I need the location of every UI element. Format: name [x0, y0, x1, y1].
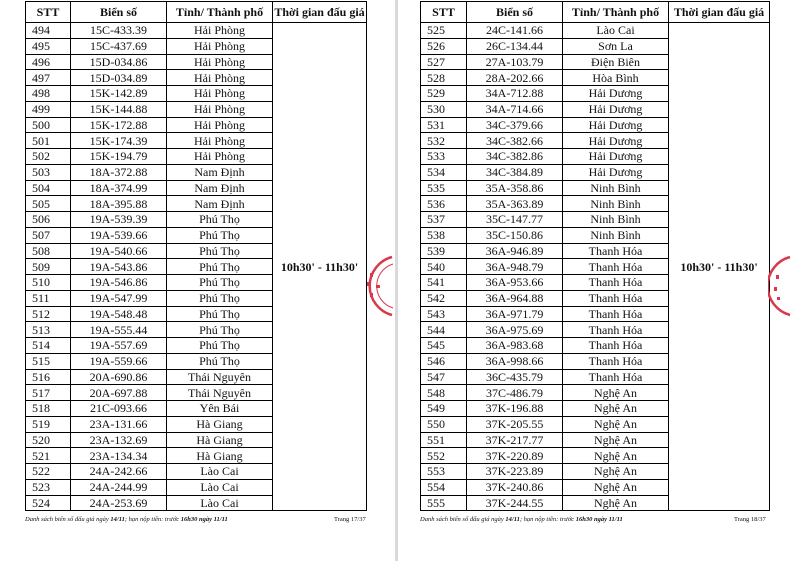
province-cell: Ninh Bình [563, 180, 669, 196]
plate-cell: 20A-690.86 [71, 369, 167, 385]
plate-cell: 24A-244.99 [71, 479, 167, 495]
plate-cell: 34A-712.88 [467, 86, 563, 102]
plate-cell: 28A-202.66 [467, 70, 563, 86]
plate-cell: 19A-555.44 [71, 322, 167, 338]
stt-cell: 536 [421, 196, 467, 212]
stt-cell: 529 [421, 86, 467, 102]
stt-cell: 494 [26, 23, 71, 39]
plate-cell: 27A-103.79 [467, 54, 563, 70]
plate-cell: 36A-975.69 [467, 322, 563, 338]
province-cell: Thanh Hóa [563, 243, 669, 259]
province-cell: Thanh Hóa [563, 338, 669, 354]
province-cell: Ninh Bình [563, 227, 669, 243]
stt-cell: 547 [421, 369, 467, 385]
stt-cell: 512 [26, 306, 71, 322]
stt-cell: 535 [421, 180, 467, 196]
stt-cell: 540 [421, 259, 467, 275]
stt-cell: 499 [26, 101, 71, 117]
province-cell: Lào Cai [167, 464, 273, 480]
plate-cell: 37K-240.86 [467, 479, 563, 495]
stt-cell: 515 [26, 353, 71, 369]
plate-cell: 24A-242.66 [71, 464, 167, 480]
plate-cell: 34C-384.89 [467, 164, 563, 180]
plate-cell: 37K-244.55 [467, 495, 563, 511]
plate-cell: 35A-358.86 [467, 180, 563, 196]
stt-cell: 524 [26, 495, 71, 511]
province-cell: Nghệ An [563, 416, 669, 432]
header-province: Tỉnh/ Thành phố [167, 2, 273, 23]
stt-cell: 522 [26, 464, 71, 480]
plate-cell: 23A-131.66 [71, 416, 167, 432]
stt-cell: 525 [421, 23, 467, 39]
province-cell: Phú Thọ [167, 353, 273, 369]
province-cell: Phú Thọ [167, 322, 273, 338]
province-cell: Nghệ An [563, 464, 669, 480]
plate-cell: 15D-034.86 [71, 54, 167, 70]
stt-cell: 517 [26, 385, 71, 401]
stt-cell: 508 [26, 243, 71, 259]
province-cell: Phú Thọ [167, 227, 273, 243]
province-cell: Phú Thọ [167, 338, 273, 354]
stt-cell: 504 [26, 180, 71, 196]
footer-note-left: Danh sách biển số đấu giá ngày 14/11; hạn nộp tiền: trước 16h30 ngày 11/11 [25, 516, 228, 523]
plate-cell: 36A-946.89 [467, 243, 563, 259]
plate-cell: 36A-964.88 [467, 290, 563, 306]
stt-cell: 554 [421, 479, 467, 495]
province-cell: Nghệ An [563, 385, 669, 401]
province-cell: Lào Cai [563, 23, 669, 39]
stt-cell: 518 [26, 401, 71, 417]
stt-cell: 520 [26, 432, 71, 448]
stt-cell: 537 [421, 212, 467, 228]
province-cell: Điện Biên [563, 54, 669, 70]
province-cell: Hải Phòng [167, 86, 273, 102]
province-cell: Thanh Hóa [563, 353, 669, 369]
page-left [0, 0, 395, 561]
page-number-left: Trang 17/37 [334, 516, 366, 523]
plate-cell: 15K-174.39 [71, 133, 167, 149]
plate-cell: 15D-034.89 [71, 70, 167, 86]
stt-cell: 555 [421, 495, 467, 511]
plate-cell: 15K-144.88 [71, 101, 167, 117]
province-cell: Nam Định [167, 164, 273, 180]
province-cell: Thanh Hóa [563, 369, 669, 385]
page-number-right: Trang 18/37 [734, 516, 766, 523]
province-cell: Nam Định [167, 180, 273, 196]
stt-cell: 527 [421, 54, 467, 70]
province-cell: Phú Thọ [167, 290, 273, 306]
province-cell: Hải Phòng [167, 117, 273, 133]
province-cell: Hải Phòng [167, 38, 273, 54]
table-body-left [26, 23, 367, 511]
plate-cell: 36A-971.79 [467, 306, 563, 322]
province-cell: Hòa Bình [563, 70, 669, 86]
plate-cell: 15K-142.89 [71, 86, 167, 102]
plate-cell: 20A-697.88 [71, 385, 167, 401]
plate-cell: 36A-948.79 [467, 259, 563, 275]
province-cell: Sơn La [563, 38, 669, 54]
stt-cell: 552 [421, 448, 467, 464]
auction-time-cell: 10h30' - 11h30' [273, 23, 367, 511]
stt-cell: 526 [421, 38, 467, 54]
plate-cell: 34C-382.86 [467, 149, 563, 165]
stt-cell: 534 [421, 164, 467, 180]
stt-cell: 519 [26, 416, 71, 432]
stt-cell: 528 [421, 70, 467, 86]
plate-cell: 19A-547.99 [71, 290, 167, 306]
stt-cell: 514 [26, 338, 71, 354]
province-cell: Phú Thọ [167, 306, 273, 322]
province-cell: Phú Thọ [167, 275, 273, 291]
stt-cell: 502 [26, 149, 71, 165]
red-stamp-seal [768, 255, 792, 317]
province-cell: Phú Thọ [167, 212, 273, 228]
plate-table-left [25, 1, 367, 511]
province-cell: Thanh Hóa [563, 322, 669, 338]
stt-cell: 505 [26, 196, 71, 212]
table-row [26, 23, 367, 39]
stt-cell: 532 [421, 133, 467, 149]
province-cell: Thanh Hóa [563, 275, 669, 291]
plate-cell: 35C-150.86 [467, 227, 563, 243]
stt-cell: 531 [421, 117, 467, 133]
plate-cell: 37K-205.55 [467, 416, 563, 432]
stt-cell: 503 [26, 164, 71, 180]
header-plate: Biển số [71, 2, 167, 23]
province-cell: Nghệ An [563, 448, 669, 464]
province-cell: Hải Dương [563, 101, 669, 117]
stt-cell: 509 [26, 259, 71, 275]
province-cell: Hải Dương [563, 164, 669, 180]
auction-time-cell: 10h30' - 11h30' [669, 23, 770, 511]
stt-cell: 501 [26, 133, 71, 149]
stt-cell: 507 [26, 227, 71, 243]
header-stt: STT [26, 2, 71, 23]
table-header-row [26, 2, 367, 23]
plate-cell: 19A-539.66 [71, 227, 167, 243]
province-cell: Nghệ An [563, 479, 669, 495]
stt-cell: 551 [421, 432, 467, 448]
stt-cell: 538 [421, 227, 467, 243]
plate-cell: 37K-196.88 [467, 401, 563, 417]
stt-cell: 506 [26, 212, 71, 228]
province-cell: Phú Thọ [167, 243, 273, 259]
province-cell: Thanh Hóa [563, 290, 669, 306]
plate-cell: 34A-714.66 [467, 101, 563, 117]
plate-cell: 19A-548.48 [71, 306, 167, 322]
plate-cell: 18A-395.88 [71, 196, 167, 212]
province-cell: Hà Giang [167, 432, 273, 448]
province-cell: Thái Nguyên [167, 385, 273, 401]
stt-cell: 546 [421, 353, 467, 369]
stt-cell: 497 [26, 70, 71, 86]
page-right [398, 0, 792, 561]
stt-cell: 530 [421, 101, 467, 117]
plate-cell: 36A-953.66 [467, 275, 563, 291]
province-cell: Hải Phòng [167, 101, 273, 117]
header-time: Thời gian đấu giá [273, 2, 367, 23]
header-province: Tỉnh/ Thành phố [563, 2, 669, 23]
plate-cell: 24C-141.66 [467, 23, 563, 39]
plate-cell: 19A-557.69 [71, 338, 167, 354]
plate-cell: 24A-253.69 [71, 495, 167, 511]
plate-cell: 15K-172.88 [71, 117, 167, 133]
plate-table-right [420, 1, 770, 511]
plate-cell: 36A-983.68 [467, 338, 563, 354]
plate-cell: 15C-433.39 [71, 23, 167, 39]
province-cell: Hải Phòng [167, 133, 273, 149]
stt-cell: 541 [421, 275, 467, 291]
province-cell: Phú Thọ [167, 259, 273, 275]
plate-cell: 15K-194.79 [71, 149, 167, 165]
plate-cell: 37K-220.89 [467, 448, 563, 464]
stt-cell: 550 [421, 416, 467, 432]
plate-cell: 19A-559.66 [71, 353, 167, 369]
stt-cell: 553 [421, 464, 467, 480]
plate-cell: 36A-998.66 [467, 353, 563, 369]
province-cell: Thanh Hóa [563, 259, 669, 275]
stt-cell: 545 [421, 338, 467, 354]
province-cell: Lào Cai [167, 479, 273, 495]
stt-cell: 548 [421, 385, 467, 401]
province-cell: Lào Cai [167, 495, 273, 511]
stt-cell: 544 [421, 322, 467, 338]
stt-cell: 549 [421, 401, 467, 417]
header-plate: Biển số [467, 2, 563, 23]
province-cell: Hà Giang [167, 448, 273, 464]
plate-cell: 19A-540.66 [71, 243, 167, 259]
stt-cell: 498 [26, 86, 71, 102]
province-cell: Hải Phòng [167, 149, 273, 165]
province-cell: Hải Phòng [167, 70, 273, 86]
stt-cell: 521 [26, 448, 71, 464]
stt-cell: 510 [26, 275, 71, 291]
plate-cell: 34C-382.66 [467, 133, 563, 149]
province-cell: Hải Dương [563, 117, 669, 133]
province-cell: Ninh Bình [563, 212, 669, 228]
plate-cell: 15C-437.69 [71, 38, 167, 54]
stt-cell: 533 [421, 149, 467, 165]
plate-cell: 35C-147.77 [467, 212, 563, 228]
plate-cell: 18A-374.99 [71, 180, 167, 196]
stt-cell: 495 [26, 38, 71, 54]
province-cell: Ninh Bình [563, 196, 669, 212]
plate-cell: 23A-134.34 [71, 448, 167, 464]
province-cell: Hải Phòng [167, 23, 273, 39]
table-row [421, 23, 770, 39]
table-header-row [421, 2, 770, 23]
province-cell: Nam Định [167, 196, 273, 212]
stt-cell: 543 [421, 306, 467, 322]
stt-cell: 539 [421, 243, 467, 259]
plate-cell: 19A-546.86 [71, 275, 167, 291]
province-cell: Yên Bái [167, 401, 273, 417]
stt-cell: 523 [26, 479, 71, 495]
province-cell: Hải Dương [563, 133, 669, 149]
province-cell: Hải Dương [563, 86, 669, 102]
province-cell: Hải Dương [563, 149, 669, 165]
plate-cell: 34C-379.66 [467, 117, 563, 133]
plate-cell: 37C-486.79 [467, 385, 563, 401]
plate-cell: 36C-435.79 [467, 369, 563, 385]
stt-cell: 511 [26, 290, 71, 306]
province-cell: Nghệ An [563, 401, 669, 417]
footer-note-right: Danh sách biển số đấu giá ngày 14/11; hạn nộp tiền: trước 16h30 ngày 11/11 [420, 516, 623, 523]
province-cell: Thái Nguyên [167, 369, 273, 385]
plate-cell: 37K-223.89 [467, 464, 563, 480]
plate-cell: 37K-217.77 [467, 432, 563, 448]
stt-cell: 496 [26, 54, 71, 70]
plate-cell: 35A-363.89 [467, 196, 563, 212]
province-cell: Hà Giang [167, 416, 273, 432]
plate-cell: 26C-134.44 [467, 38, 563, 54]
province-cell: Hải Phòng [167, 54, 273, 70]
plate-cell: 18A-372.88 [71, 164, 167, 180]
stt-cell: 513 [26, 322, 71, 338]
province-cell: Thanh Hóa [563, 306, 669, 322]
plate-cell: 23A-132.69 [71, 432, 167, 448]
table-body-right [421, 23, 770, 511]
plate-cell: 19A-539.39 [71, 212, 167, 228]
stt-cell: 500 [26, 117, 71, 133]
stt-cell: 516 [26, 369, 71, 385]
header-time: Thời gian đấu giá [669, 2, 770, 23]
province-cell: Nghệ An [563, 495, 669, 511]
plate-cell: 21C-093.66 [71, 401, 167, 417]
stt-cell: 542 [421, 290, 467, 306]
plate-cell: 19A-543.86 [71, 259, 167, 275]
header-stt: STT [421, 2, 467, 23]
province-cell: Nghệ An [563, 432, 669, 448]
red-stamp-seal [362, 255, 395, 317]
